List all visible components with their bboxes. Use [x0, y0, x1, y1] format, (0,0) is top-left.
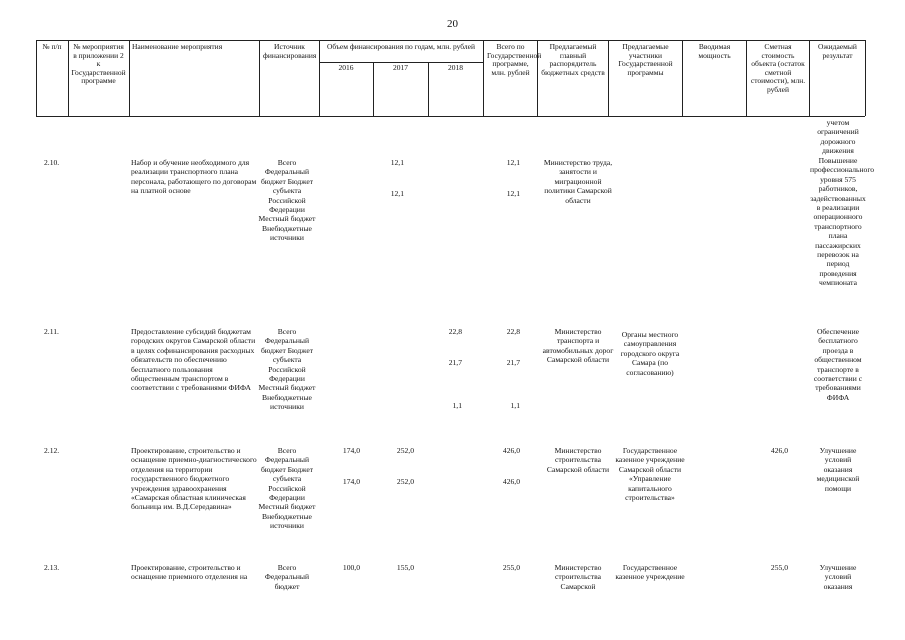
event-name: Проектирование, строительство и оснащение приемно-диагностического отделения на территории государственного бюджетного учреждения здравоохранения «Самарская областная клиническая больница им. В.Д.Середавина»: [131, 446, 257, 512]
row-num: 2.10.: [44, 158, 60, 167]
estimated-cost: 426,0: [770, 446, 788, 455]
budget-administrator: Министерство транспорта и автомобильных дорог Самарской области: [542, 327, 614, 365]
program-participants: Органы местного самоуправления городского округа Самара (по согласованию): [620, 330, 680, 377]
value-2016-total: 100,0: [342, 563, 360, 572]
event-name: Набор и обучение необходимого для реализации транспортного плана персонала, работающего по договорам на платной основе: [131, 158, 257, 196]
header-year-2016: 2016: [338, 63, 354, 72]
value-2018-total: 22,8: [448, 327, 462, 336]
expected-result: Улучшение условий оказания медицинской помощи: [816, 446, 860, 493]
program-total: 12,1: [506, 158, 520, 167]
table-header: [36, 40, 865, 116]
row-num: 2.11.: [44, 327, 59, 336]
estimated-cost: 255,0: [770, 563, 788, 572]
expected-result: Обеспечение бесплатного проезда в общественном транспорте в соответствии с требованиями ФИФА: [813, 327, 863, 402]
program-total-regional: 21,7: [506, 358, 520, 367]
funding-sources: Всего Федеральный бюджет: [264, 563, 310, 591]
program-total: 255,0: [502, 563, 520, 572]
event-name: Проектирование, строительство и оснащение приемного отделения на: [131, 563, 248, 582]
program-total-local: 1,1: [510, 401, 520, 410]
expected-result: Повышение профессионального уровня 575 работников, задействованных в реализации операционного транспортного плана пассажирских перевозок на период проведения чемпионата: [810, 156, 875, 288]
page-number: 20: [447, 18, 458, 30]
value-2016-regional: 174,0: [342, 477, 360, 486]
header-admin: Предлагаемый главный распорядитель бюджетных средств: [541, 42, 605, 77]
header-event-num: № мероприятия в приложении 2 к Государственной программе: [71, 42, 126, 86]
program-total: 22,8: [506, 327, 520, 336]
program-total-regional: 426,0: [502, 477, 520, 486]
value-2018-regional: 21,7: [448, 358, 462, 367]
value-2016-total: 174,0: [342, 446, 360, 455]
header-capacity: Вводимая мощность: [698, 42, 731, 60]
program-total: 426,0: [502, 446, 520, 455]
expected-result: Улучшение условий оказания: [819, 563, 857, 591]
value-2018-local: 1,1: [452, 401, 462, 410]
header-total: Всего по Государственной программе, млн. рублей: [487, 42, 542, 77]
row-num: 2.12.: [44, 446, 60, 455]
header-year-2018: 2018: [448, 63, 463, 72]
program-total-regional: 12,1: [506, 189, 520, 198]
event-name: Предоставление субсидий бюджетам городских округов Самарской области в целях софинансирования расходных обязательств по обеспечению бесплатного пользования общественным транспортом в соответствии с требованиями ФИФА: [131, 327, 256, 393]
funding-sources: Всего Федеральный бюджет Бюджет субъекта Российской Федерации Местный бюджет Внебюджетные источники: [258, 158, 316, 243]
value-2017-total: 155,0: [396, 563, 414, 572]
header-volume: Объем финансирования по годам, млн. рублей: [326, 42, 476, 51]
program-participants: Государственное казенное учреждение: [615, 563, 685, 582]
header-year-2017: 2017: [393, 63, 408, 72]
header-num: № п/п: [42, 42, 62, 51]
funding-sources: Всего Федеральный бюджет Бюджет субъекта Российской Федерации Местный бюджет Внебюджетные источники: [258, 327, 316, 412]
value-2017-regional: 12,1: [390, 189, 404, 198]
header-participants: Предлагаемые участники Государственной программы: [618, 42, 673, 77]
budget-administrator: Министерство строительства Самарской: [554, 563, 602, 591]
budget-administrator: Министерство строительства Самарской области: [546, 446, 610, 474]
funding-sources: Всего Федеральный бюджет Бюджет субъекта Российской Федерации Местный бюджет Внебюджетные источники: [258, 446, 316, 531]
value-2017-total: 12,1: [390, 158, 404, 167]
header-name: Наименование мероприятия: [132, 42, 223, 51]
header-sources: Источник финансирования: [263, 42, 317, 60]
program-participants: Государственное казенное учреждение Самарской области «Управление капитального строительства»: [615, 446, 685, 503]
header-result: Ожидаемый результат: [818, 42, 857, 60]
value-2017-total: 252,0: [396, 446, 414, 455]
row-num: 2.13.: [44, 563, 60, 572]
carryover-result: учетом ограничений дорожного движения: [817, 118, 859, 156]
budget-administrator: Министерство труда, занятости и миграционной политики Самарской области: [543, 158, 613, 205]
header-cost: Сметная стоимость объекта (остаток сметной стоимости), млн. рублей: [750, 42, 806, 94]
value-2017-regional: 252,0: [396, 477, 414, 486]
